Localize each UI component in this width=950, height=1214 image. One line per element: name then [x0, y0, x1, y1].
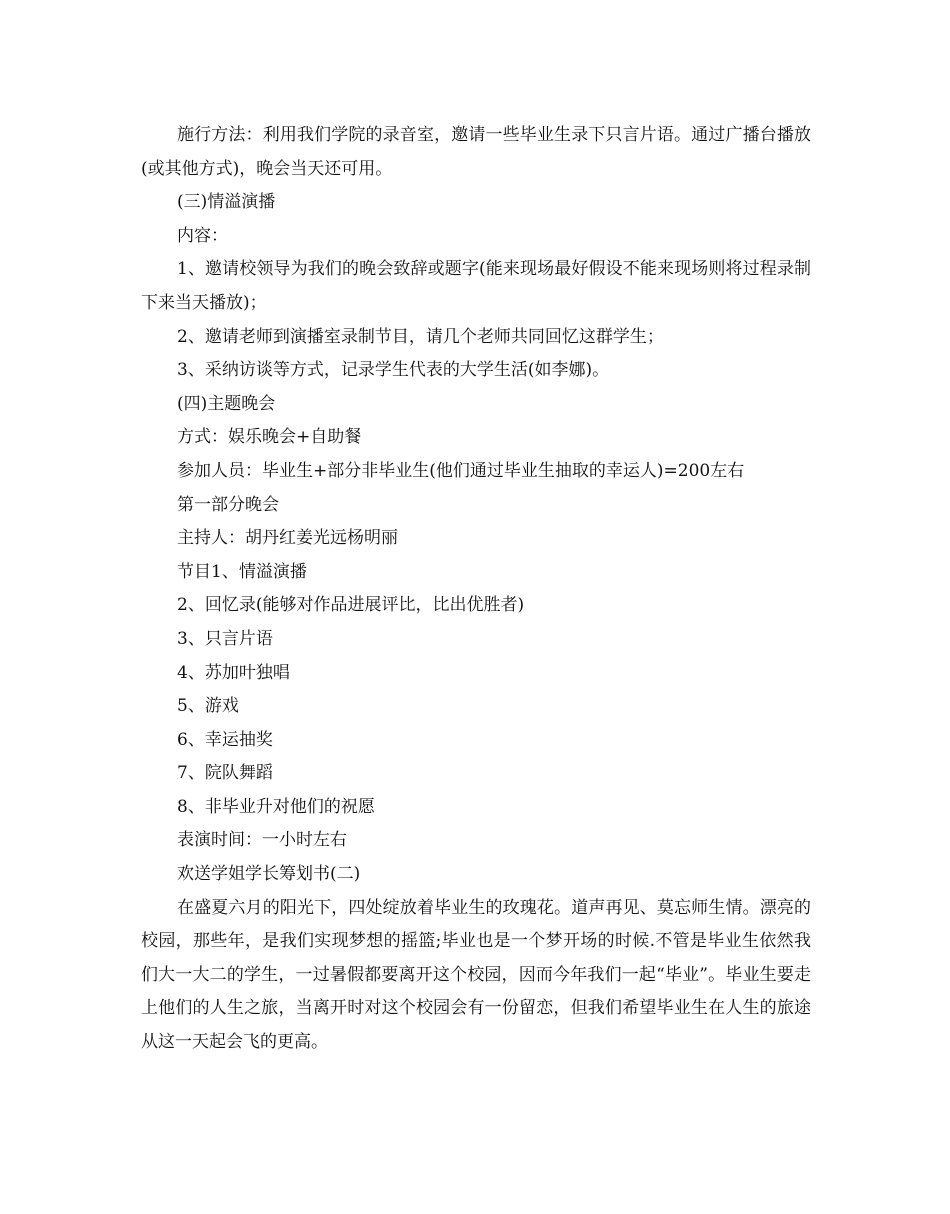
program-item: 8、非毕业升对他们的祝愿 [177, 796, 375, 817]
duration-line: 表演时间：一小时左右 [177, 830, 347, 851]
part-one-heading: 第一部分晚会 [177, 494, 279, 515]
participants-line: 参加人员：毕业生+部分非毕业生(他们通过毕业生抽取的幸运人)=200左右 [177, 460, 745, 481]
paragraph-intro: 在盛夏六月的阳光下，四处绽放着毕业生的玫瑰花。道声再见、莫忘师生情。漂亮的校园，那些年，是我们实现梦想的摇篮;毕业也是一个梦开场的时候.不管是毕业生依然我们大一大二的学生，一过暑假都要离开这个校园，因而今年我们一起“毕业”。毕业生要走上他们的人生之旅，当离开时对这个校园会有一份留恋，但我们希望毕业生在人生的旅途从这一天起会飞的更高。 [141, 897, 811, 1053]
format-line: 方式：娱乐晚会+自助餐 [177, 427, 362, 448]
section-heading-party: (四)主题晚会 [177, 393, 276, 414]
program-item: 4、苏加叶独唱 [177, 662, 290, 683]
plan-two-heading: 欢送学姐学长筹划书(二) [177, 864, 361, 885]
program-item: 7、院队舞蹈 [177, 763, 273, 784]
hosts-line: 主持人：胡丹红姜光远杨明丽 [177, 528, 398, 549]
content-label: 内容： [177, 225, 228, 246]
list-item: 2、邀请老师到演播室录制节目，请几个老师共同回忆这群学生； [177, 326, 664, 347]
program-item: 5、游戏 [177, 696, 239, 717]
program-item: 节目1、情溢演播 [177, 561, 307, 582]
list-item: 1、邀请校领导为我们的晚会致辞或题字(能来现场最好假设不能来现场则将过程录制下来当天播放)； [141, 259, 811, 313]
program-item: 2、回忆录(能够对作品进展评比，比出优胜者) [177, 595, 525, 616]
program-item: 6、幸运抽奖 [177, 729, 273, 750]
document-body [141, 119, 811, 1060]
list-item: 3、采纳访谈等方式，记录学生代表的大学生活(如李娜)。 [177, 360, 610, 381]
program-item: 3、只言片语 [177, 628, 273, 649]
section-heading-broadcast: (三)情溢演播 [177, 192, 276, 213]
paragraph-method: 施行方法：利用我们学院的录音室，邀请一些毕业生录下只言片语。通过广播台播放(或其他方式)，晚会当天还可用。 [141, 125, 811, 179]
